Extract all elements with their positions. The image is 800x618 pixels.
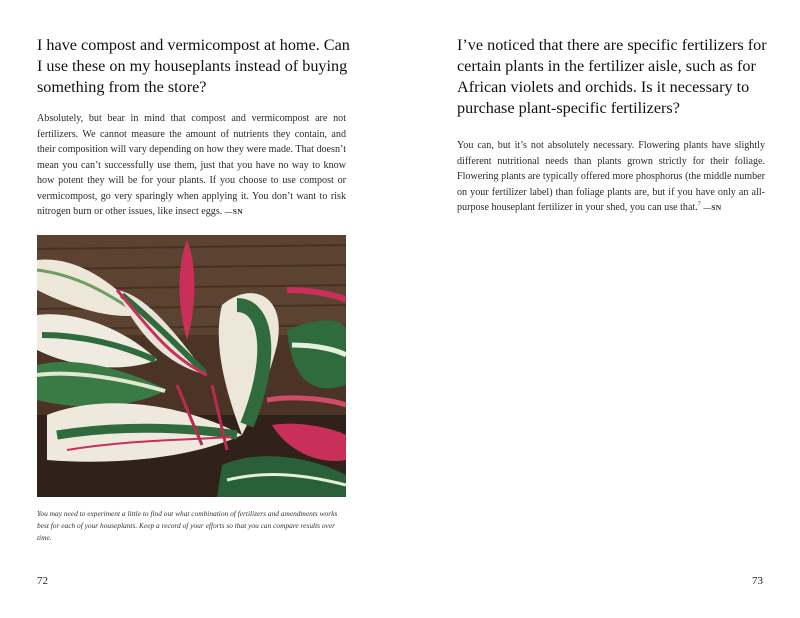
footnote-marker: 7	[697, 201, 701, 208]
page-number: 72	[37, 575, 48, 587]
answer-paragraph	[457, 138, 765, 216]
question-heading: I have compost and vermicompost at home. Can I use these on my houseplants instead of buying something from the store?	[37, 36, 350, 96]
answer-text: Absolutely, but bear in mind that compost and vermicompost are not fertilizers. We cannot measure the amount of nutrients they contain, and their composition will vary depending on how they were made. That doesn’t mean you can’t successfully use them, just that you have no way to know how potent they will be for your plants. If you choose to use compost or vermicompost, go very sparingly when applying it. You don’t want to risk nitrogen burn or other issues, like insect eggs.	[37, 113, 346, 217]
answer-text: You can, but it’s not absolutely necessary. Flowering plants have slightly different nutritional needs than plants grown strictly for their foliage. Flowering plants are typically offered more phosphorus (the middle number on your fertilizer label) than foliage plants are, but if you have only an all-purpose houseplant fertilizer in your shed, you can use that.	[457, 140, 765, 213]
question-heading: I’ve noticed that there are specific fertilizers for certain plants in the fertilizer aisle, such as for African violets and orchids. Is it necessary to purchase plant-specific fertilizers?	[457, 36, 767, 117]
right-page	[400, 0, 800, 618]
stromanthe-plant-photo	[37, 235, 346, 497]
author-initials: —SN	[703, 203, 722, 212]
page-number: 73	[752, 575, 763, 587]
author-initials: —SN	[224, 207, 244, 216]
answer-paragraph	[37, 111, 346, 220]
photo-caption: You may need to experiment a little to find out what combination of fertilizers and amendments works best for each of your houseplants. Keep a record of your efforts so that you can compare results over time.	[37, 509, 338, 542]
